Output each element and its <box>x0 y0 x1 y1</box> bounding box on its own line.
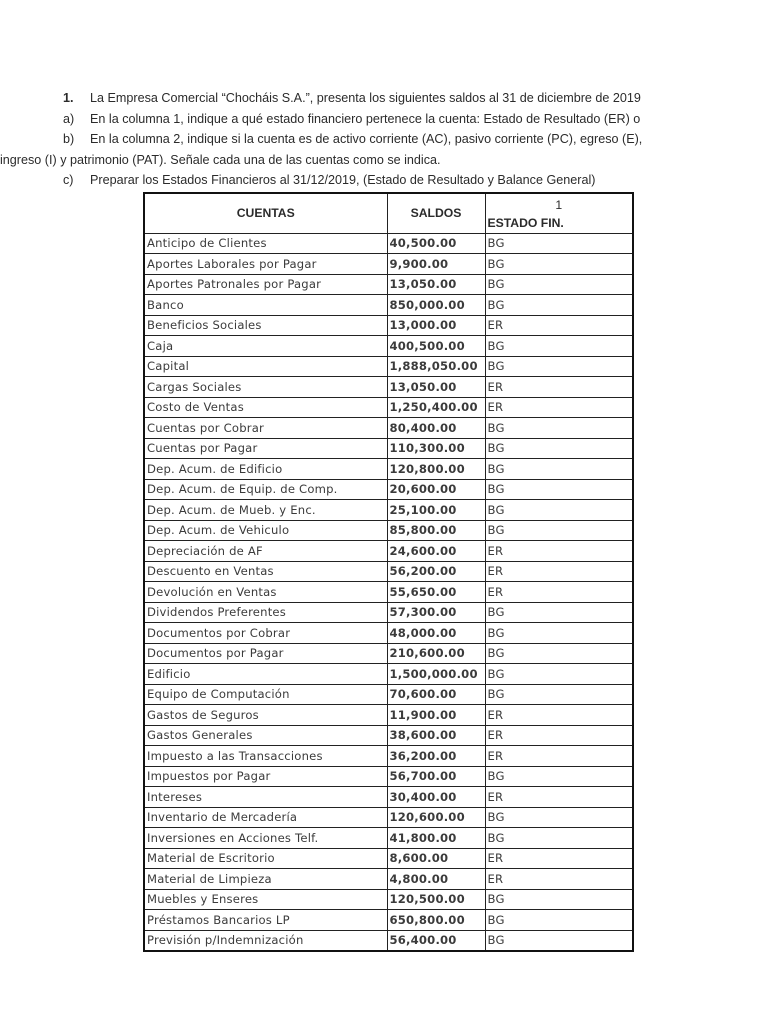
account-name-cell: Impuesto a las Transacciones <box>144 746 387 767</box>
statement-cell: BG <box>485 336 633 357</box>
table-row <box>144 418 633 439</box>
statement-cell: BG <box>485 684 633 705</box>
statement-cell: ER <box>485 848 633 869</box>
account-name-cell: Descuento en Ventas <box>144 561 387 582</box>
table-row <box>144 807 633 828</box>
balance-cell: 120,500.00 <box>387 889 485 910</box>
table-row <box>144 787 633 808</box>
table-row <box>144 746 633 767</box>
account-name-cell: Material de Escritorio <box>144 848 387 869</box>
table-row <box>144 541 633 562</box>
balance-cell: 85,800.00 <box>387 520 485 541</box>
statement-cell: ER <box>485 787 633 808</box>
item-letter: b) <box>63 132 75 147</box>
account-name-cell: Cargas Sociales <box>144 377 387 398</box>
account-name-cell: Muebles y Enseres <box>144 889 387 910</box>
instruction-item-1 <box>63 88 768 109</box>
account-name-cell: Dep. Acum. de Edificio <box>144 459 387 480</box>
balance-cell: 210,600.00 <box>387 643 485 664</box>
table-row <box>144 254 633 275</box>
balance-cell: 13,000.00 <box>387 315 485 336</box>
balance-cell: 400,500.00 <box>387 336 485 357</box>
table-row <box>144 561 633 582</box>
table-row <box>144 623 633 644</box>
balance-cell: 55,650.00 <box>387 582 485 603</box>
account-name-cell: Intereses <box>144 787 387 808</box>
balance-cell: 20,600.00 <box>387 479 485 500</box>
table-row <box>144 910 633 931</box>
statement-cell: ER <box>485 869 633 890</box>
statement-cell: ER <box>485 397 633 418</box>
table-row <box>144 274 633 295</box>
account-name-cell: Aportes Laborales por Pagar <box>144 254 387 275</box>
table-row <box>144 356 633 377</box>
balance-cell: 56,700.00 <box>387 766 485 787</box>
statement-cell: BG <box>485 602 633 623</box>
balance-cell: 38,600.00 <box>387 725 485 746</box>
balance-cell: 1,888,050.00 <box>387 356 485 377</box>
account-name-cell: Material de Limpieza <box>144 869 387 890</box>
table-row <box>144 766 633 787</box>
balance-cell: 650,800.00 <box>387 910 485 931</box>
statement-cell: BG <box>485 807 633 828</box>
statement-cell: ER <box>485 746 633 767</box>
balance-cell: 40,500.00 <box>387 233 485 254</box>
statement-cell: ER <box>485 315 633 336</box>
account-name-cell: Dep. Acum. de Vehiculo <box>144 520 387 541</box>
statement-cell: BG <box>485 356 633 377</box>
account-name-cell: Cuentas por Cobrar <box>144 418 387 439</box>
account-name-cell: Costo de Ventas <box>144 397 387 418</box>
table-row <box>144 397 633 418</box>
statement-cell: BG <box>485 295 633 316</box>
table-row <box>144 377 633 398</box>
table-row <box>144 725 633 746</box>
statement-cell: BG <box>485 766 633 787</box>
account-name-cell: Beneficios Sociales <box>144 315 387 336</box>
table-row <box>144 664 633 685</box>
instruction-item-b <box>63 129 768 150</box>
balance-cell: 30,400.00 <box>387 787 485 808</box>
account-name-cell: Aportes Patronales por Pagar <box>144 274 387 295</box>
statement-cell: ER <box>485 725 633 746</box>
table-row <box>144 930 633 951</box>
balance-cell: 36,200.00 <box>387 746 485 767</box>
table-row <box>144 602 633 623</box>
account-name-cell: Depreciación de AF <box>144 541 387 562</box>
statement-cell: ER <box>485 541 633 562</box>
item-text: Preparar los Estados Financieros al 31/12/2019, (Estado de Resultado y Balance General) <box>90 173 596 188</box>
column-number: 1 <box>555 197 563 212</box>
account-name-cell: Dep. Acum. de Mueb. y Enc. <box>144 500 387 521</box>
table-row <box>144 848 633 869</box>
header-estado-fin <box>485 193 633 233</box>
table-header-row <box>144 193 633 233</box>
balance-cell: 4,800.00 <box>387 869 485 890</box>
exercise-instructions <box>0 88 768 191</box>
table-row <box>144 500 633 521</box>
account-name-cell: Inventario de Mercadería <box>144 807 387 828</box>
table-row <box>144 889 633 910</box>
header-saldos: SALDOS <box>387 193 485 233</box>
balance-cell: 110,300.00 <box>387 438 485 459</box>
account-name-cell: Impuestos por Pagar <box>144 766 387 787</box>
statement-cell: BG <box>485 930 633 951</box>
balance-cell: 850,000.00 <box>387 295 485 316</box>
instruction-item-c <box>63 170 768 191</box>
balance-cell: 1,500,000.00 <box>387 664 485 685</box>
statement-cell: BG <box>485 459 633 480</box>
account-name-cell: Documentos por Pagar <box>144 643 387 664</box>
statement-cell: BG <box>485 274 633 295</box>
account-name-cell: Equipo de Computación <box>144 684 387 705</box>
account-name-cell: Gastos Generales <box>144 725 387 746</box>
account-name-cell: Anticipo de Clientes <box>144 233 387 254</box>
table-row <box>144 705 633 726</box>
balance-cell: 56,400.00 <box>387 930 485 951</box>
statement-cell: BG <box>485 254 633 275</box>
statement-cell: ER <box>485 705 633 726</box>
balance-cell: 1,250,400.00 <box>387 397 485 418</box>
statement-cell: BG <box>485 418 633 439</box>
statement-cell: BG <box>485 233 633 254</box>
table-row <box>144 438 633 459</box>
balance-cell: 57,300.00 <box>387 602 485 623</box>
statement-cell: BG <box>485 643 633 664</box>
account-name-cell: Inversiones en Acciones Telf. <box>144 828 387 849</box>
header-cuentas: CUENTAS <box>144 193 387 233</box>
account-name-cell: Banco <box>144 295 387 316</box>
item-number: 1. <box>63 91 74 105</box>
table-row <box>144 336 633 357</box>
balance-cell: 11,900.00 <box>387 705 485 726</box>
table-row <box>144 869 633 890</box>
account-name-cell: Cuentas por Pagar <box>144 438 387 459</box>
accounts-table <box>143 192 634 952</box>
statement-cell: ER <box>485 561 633 582</box>
item-text: En la columna 1, indique a qué estado financiero pertenece la cuenta: Estado de Resultado (ER) o <box>90 111 641 126</box>
header-estado-label: ESTADO FIN. <box>487 215 564 230</box>
statement-cell: BG <box>485 438 633 459</box>
instruction-item-b-continued: ingreso (I) y patrimonio (PAT). Señale cada una de las cuentas como se indica. <box>0 152 441 167</box>
account-name-cell: Previsión p/Indemnización <box>144 930 387 951</box>
item-letter: c) <box>63 173 74 188</box>
balance-cell: 41,800.00 <box>387 828 485 849</box>
account-name-cell: Dividendos Preferentes <box>144 602 387 623</box>
table-row <box>144 459 633 480</box>
table-row <box>144 643 633 664</box>
statement-cell: BG <box>485 910 633 931</box>
table-row <box>144 582 633 603</box>
balance-cell: 24,600.00 <box>387 541 485 562</box>
table-row <box>144 684 633 705</box>
account-name-cell: Edificio <box>144 664 387 685</box>
account-name-cell: Devolución en Ventas <box>144 582 387 603</box>
account-name-cell: Dep. Acum. de Equip. de Comp. <box>144 479 387 500</box>
balance-cell: 120,600.00 <box>387 807 485 828</box>
balance-cell: 80,400.00 <box>387 418 485 439</box>
balance-cell: 48,000.00 <box>387 623 485 644</box>
table-row <box>144 828 633 849</box>
statement-cell: BG <box>485 664 633 685</box>
table-row <box>144 479 633 500</box>
table-row <box>144 295 633 316</box>
balance-cell: 13,050.00 <box>387 274 485 295</box>
item-letter: a) <box>63 111 75 126</box>
account-name-cell: Capital <box>144 356 387 377</box>
balance-cell: 8,600.00 <box>387 848 485 869</box>
statement-cell: ER <box>485 377 633 398</box>
balance-cell: 13,050.00 <box>387 377 485 398</box>
instruction-item-a <box>63 109 768 130</box>
statement-cell: BG <box>485 520 633 541</box>
table-row <box>144 233 633 254</box>
statement-cell: BG <box>485 889 633 910</box>
item-text: En la columna 2, indique si la cuenta es de activo corriente (AC), pasivo corriente (PC), egreso (E), <box>90 132 643 147</box>
table-row <box>144 520 633 541</box>
account-name-cell: Préstamos Bancarios LP <box>144 910 387 931</box>
item-text: La Empresa Comercial “Chocháis S.A.”, presenta los siguientes saldos al 31 de diciembre de 2019 <box>90 91 641 105</box>
balance-cell: 25,100.00 <box>387 500 485 521</box>
account-name-cell: Caja <box>144 336 387 357</box>
account-name-cell: Gastos de Seguros <box>144 705 387 726</box>
balance-cell: 56,200.00 <box>387 561 485 582</box>
statement-cell: ER <box>485 582 633 603</box>
statement-cell: BG <box>485 828 633 849</box>
balance-cell: 120,800.00 <box>387 459 485 480</box>
table-row <box>144 315 633 336</box>
statement-cell: BG <box>485 623 633 644</box>
balance-cell: 9,900.00 <box>387 254 485 275</box>
account-name-cell: Documentos por Cobrar <box>144 623 387 644</box>
statement-cell: BG <box>485 500 633 521</box>
balance-cell: 70,600.00 <box>387 684 485 705</box>
statement-cell: BG <box>485 479 633 500</box>
